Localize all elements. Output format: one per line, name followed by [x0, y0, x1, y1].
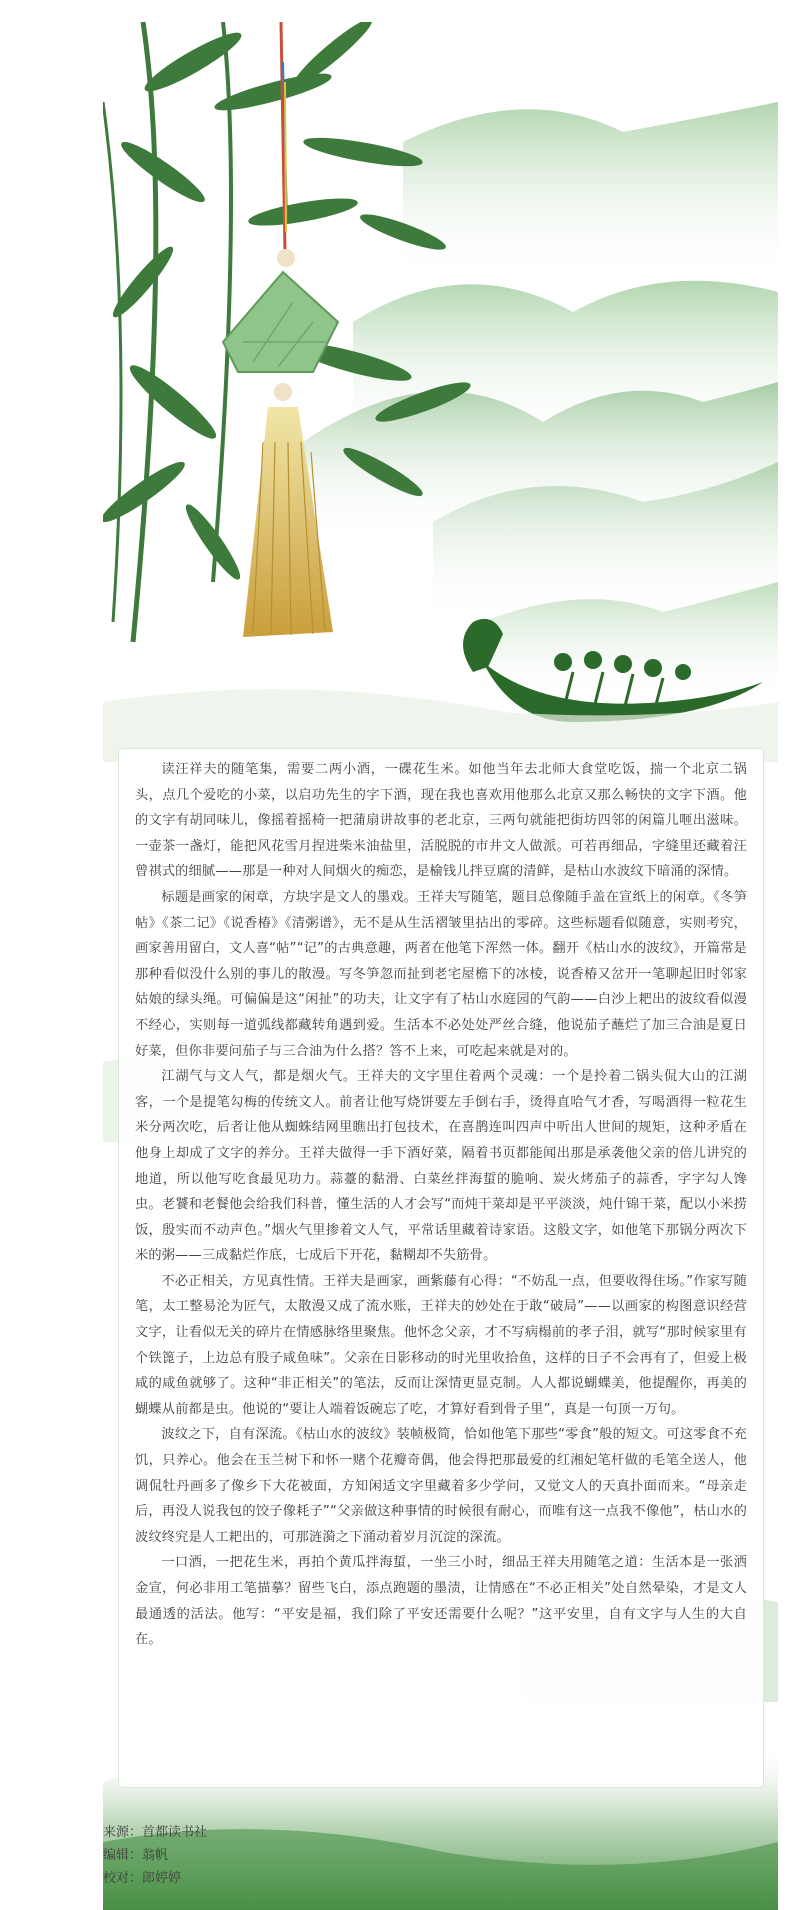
article-paragraph: 波纹之下，自有深流。《枯山水的波纹》装帧极简，恰如他笔下那些“零食”般的短文。可这零食不充饥，只养心。他会在玉兰树下和怀一赌个花瓣奇偶，他会得把那最爱的红湘妃笔杆做的毛笔全送人，他调侃牡丹画多了像乡下大花被面，方知闲适文字里藏着多少学问，又觉文人的天真扑面而来。“母亲走后，再没人说我包的饺子像耗子”“父亲做这种事情的时候很有耐心，而唯有这一点我不像他”，枯山水的波纹终究是人工耙出的，可那涟漪之下涌动着岁月沉淀的深流。 [135, 1427, 747, 1545]
editor-credit: 编辑：翁帆 [103, 1848, 169, 1863]
article-paragraph: 读汪祥夫的随笔集，需要二两小酒，一碟花生米。如他当年去北师大食堂吃饭，揣一个北京二锅头，点几个爱吃的小菜，以启功先生的字下酒，现在我也喜欢用他那么北京又那么畅快的文字下酒。他的文字有胡同味儿，像摇着摇椅一把蒲扇讲故事的老北京，三两句就能把街坊四邻的闲篇儿咂出滋味。一壶茶一盏灯，能把风花雪月捏进柴米油盐里，活脱脱的市井文人做派。可若再细品，字缝里还藏着汪曾祺式的细腻——那是一种对人间烟火的痴恋，是榆钱儿拌豆腐的清鲜，是枯山水波纹下暗涌的深情。 [135, 762, 747, 880]
article-card [118, 748, 764, 1788]
source-credit: 来源：首都读书社 [103, 1825, 208, 1840]
article-paragraph: 一口酒，一把花生米，再拍个黄瓜拌海蜇，一坐三小时，细品王祥夫用随笔之道：生活本是一张洒金宣，何必非用工笔描摹？留些飞白，添点跑题的墨渍，让情感在“不必正相关”处自然晕染，才是文人最通透的活法。他写：“平安是福，我们除了平安还需要什么呢？”这平安里，自有文字与人生的大自在。 [135, 1555, 747, 1648]
credits [103, 1821, 207, 1890]
article-paragraph: 江湖气与文人气，都是烟火气。王祥夫的文字里住着两个灵魂：一个是拎着二锅头侃大山的江湖客，一个是提笔勾梅的传统文人。前者让他写烧饼要左手倒右手，烫得直哈气才香，写喝酒得一粒花生米分两次吃，后者让他从蜘蛛结网里瞧出打包技术，在喜鹊连叫四声中听出人世间的规矩，这种矛盾在他身上却成了文字的养分。王祥夫做得一手下酒好菜，隔着书页都能闻出那是承袭他父亲的倍儿讲究的地道，所以他写吃食最见功力。蒜薹的黏滑、白菜丝拌海蜇的脆响、炭火烤茄子的蒜香，字字勾人馋虫。老饕和老餐他会给我们科普，懂生活的人才会写“而炖干菜却是平平淡淡，炖什锦干菜，配以小米捞饭，殷实而不动声色。”烟火气里掺着文人气，平常话里藏着诗家语。这般文字，如他笔下那锅分两次下米的粥——三成黏烂作底，七成后下开花，黏糊却不失筋骨。 [135, 1069, 747, 1264]
article-paragraph: 标题是画家的闲章，方块字是文人的墨戏。王祥夫写随笔，题目总像随手盖在宣纸上的闲章。《冬笋帖》《茶二记》《说香椿》《清粥谱》，无不是从生活褶皱里拈出的零碎。这些标题看似随意，实则考究，画家善用留白，文人喜“帖”“记”的古典意趣，两者在他笔下浑然一体。翻开《枯山水的波纹》，开篇常是那种看似没什么别的事儿的散漫。写冬笋忽而扯到老宅屋檐下的冰棱，说香椿又岔开一笔聊起旧时邻家姑娘的绿头绳。可偏偏是这“闲扯”的功夫，让文字有了枯山水庭园的气韵——白沙上耙出的波纹看似漫不经心，实则每一道弧线都藏转角遇到爱。生活本不必处处严丝合缝，他说茄子蘸烂了加三合油是夏日好菜，但你非要问茄子与三合油为什么搭？答不上来，可吃起来就是对的。 [135, 889, 747, 1059]
mountains [303, 102, 778, 702]
zongzi-ornament [223, 22, 338, 637]
article-paragraph: 不必正相关，方见真性情。王祥夫是画家，画紫藤有心得：“不妨乱一点，但要收得住场。”作家写随笔，太工整易沦为匠气，太散漫又成了流水账，王祥夫的妙处在于敢“破局”——以画家的构图意识经营文字，让看似无关的碎片在情感脉络里聚焦。他怀念父亲，才不写病榻前的孝子泪，就写“那时候家里有个铁篦子，上边总有股子咸鱼味”。父亲在日影移动的时光里收拾鱼，这样的日子不会再有了，但爱上极咸的咸鱼就够了。这种“非正相关”的笔法，反而让深情更显克制。人人都说蝴蝶美，他提醒你，再美的蝴蝶从前都是虫。他说的“要让人端着饭碗忘了吃，才算好看到骨子里”，真是一句顶一万句。 [135, 1273, 747, 1417]
proofreader-credit: 校对：郎婷婷 [103, 1871, 182, 1886]
